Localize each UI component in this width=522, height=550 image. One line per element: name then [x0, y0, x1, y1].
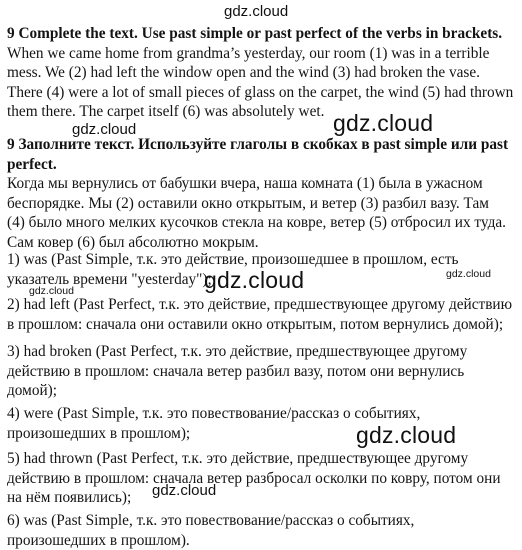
answer-6: 6) was (Past Simple, т.к. это повествование/рассказ о событиях, произошедших в прошлом).: [7, 512, 415, 549]
answer-3: 3) had broken (Past Perfect, т.к. это действие, предшествующее другому действию в прошлом: сначала ветер разбил вазу, потом они вернулись домой);: [7, 343, 468, 400]
english-line-3: There (4) were a lot of small pieces of glass on the carpet, the wind (5) had thrown: [7, 83, 514, 101]
russian-line-4: Сам ковер (6) был абсолютно мокрым.: [7, 233, 259, 251]
english-exercise: [7, 24, 516, 122]
watermark-right-small: gdz.cloud: [446, 268, 491, 280]
english-line-1: When we came home from grandma’s yesterday, our room (1) was in a terrible: [7, 44, 490, 62]
russian-exercise: [7, 135, 516, 253]
watermark-left-upper: gdz.cloud: [72, 121, 137, 138]
russian-heading: 9 Заполните текст. Используйте глаголы в скобках в past simple или past perfect.: [7, 136, 509, 173]
watermark-left-small: gdz.cloud: [29, 285, 74, 297]
answer-2: 2) had left (Past Perfect, т.к. это действие, предшествующее другому действию в прошлом: сначала они оставили окно открытым, потом вернулись домой);: [7, 296, 513, 333]
russian-line-3: (4) было много мелких кусочков стекла на ковре, ветер (5) отбросил их туда.: [7, 214, 506, 232]
answer-5: 5) had thrown (Past Perfect, т.к. это действие, предшествующее другому действию в прошлом: сначала ветер разбросал осколки по ковру, потом они на нём появились);: [7, 450, 501, 507]
answer-4: 4) were (Past Simple, т.к. это повествование/рассказ о событиях, произошедших в прошлом);: [7, 405, 421, 442]
watermark-bottom: gdz.cloud: [152, 482, 217, 499]
watermark-top: gdz.cloud: [224, 3, 289, 20]
answer-1: 1) was (Past Simple, т.к. это действие, произошедшее в прошлом, есть указатель времени "yesterday");: [7, 251, 459, 288]
watermark-large-middle: gdz.cloud: [204, 267, 305, 293]
english-line-4: them there. The carpet itself (6) was absolutely wet.: [7, 103, 325, 121]
english-heading: 9 Complete the text. Use past simple or past perfect of the verbs in brackets.: [7, 25, 503, 42]
russian-line-1: Когда мы вернулись от бабушки вчера, наша комната (1) была в ужасном: [7, 175, 483, 193]
russian-line-2: беспорядке. Мы (2) оставили окно открытым, и ветер (3) разбил вазу. Там: [7, 194, 489, 212]
english-line-2: mess. We (2) had left the window open and the wind (3) had broken the vase.: [7, 64, 480, 82]
watermark-large-lower: gdz.cloud: [356, 422, 457, 448]
watermark-large-upper: gdz.cloud: [333, 110, 434, 136]
